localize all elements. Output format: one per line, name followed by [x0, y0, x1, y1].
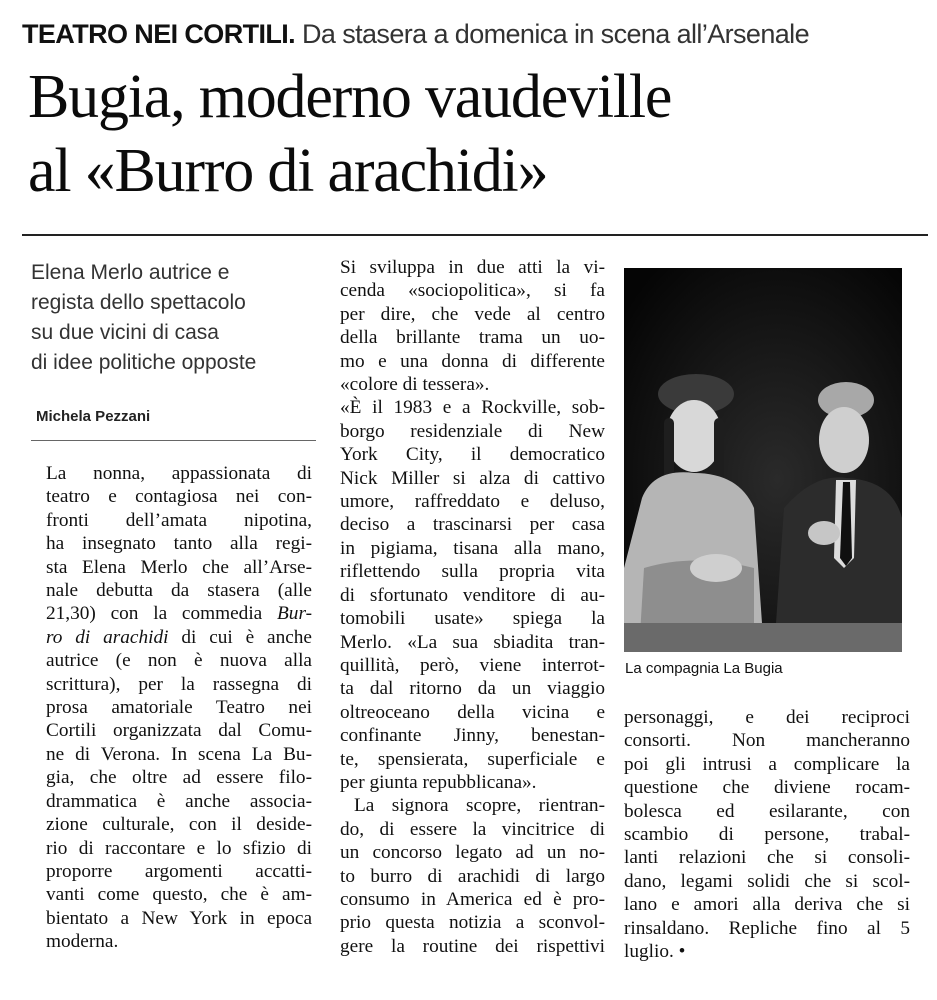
text-line: personaggi, e dei reciproci: [624, 707, 910, 728]
subheadline: [31, 258, 316, 378]
photo-caption: La compagnia La Bugia: [625, 660, 783, 677]
subhead-line: regista dello spettacolo: [31, 291, 246, 314]
kicker-section: TEATRO NEI CORTILI.: [22, 19, 296, 49]
text-line: vanti come questo, che è am-: [46, 884, 312, 906]
text-line: scambio di persone, trabal-: [624, 824, 910, 846]
text-line: per giunta repubblicana».: [340, 771, 537, 793]
text-line: gere la routine dei rispettivi: [340, 935, 605, 957]
text-line: autrice (e non è nuova alla: [46, 650, 312, 672]
text-line: proporre argomenti accatti-: [46, 860, 312, 882]
text-line: Cortili organizzata dal Comu-: [46, 720, 312, 742]
text-line: lano e amori alla deriva che si: [624, 894, 910, 916]
subhead-line: Elena Merlo autrice e: [31, 261, 230, 284]
text-line: oltreoceano della vicina e: [340, 701, 605, 723]
text-line: della brillante trama un uo-: [340, 327, 605, 349]
kicker-text: Da stasera a domenica in scena all’Arsenale: [302, 19, 809, 49]
text-line: un concorso legato ad un no-: [340, 842, 605, 864]
text-line: prosa amatoriale Teatro nei: [46, 697, 312, 719]
text-line: bientato a New York in epoca: [46, 907, 312, 929]
headline: [28, 60, 918, 208]
text-line: sta Elena Merlo che all’Arse-: [46, 556, 312, 578]
text-line: mo e una donna di differente: [340, 350, 605, 372]
text-line: borgo residenziale di New: [340, 420, 605, 442]
text-line: drammatica è anche associa-: [46, 790, 312, 812]
author-byline: Michela Pezzani: [36, 408, 151, 425]
text-line: scrittura), per la rassegna di: [46, 673, 312, 695]
text-line: nale debutta da stasera (alle: [46, 580, 312, 602]
text-line: [46, 602, 312, 625]
text-line: fronti dell’amata nipotina,: [46, 509, 312, 531]
text-line: riflettendo sulla propria vita: [340, 561, 605, 583]
text-line: [46, 626, 312, 649]
text-fragment: di cui è anche: [181, 626, 312, 648]
italic-title: ro di arachidi: [46, 626, 169, 648]
text-line: York City, il democratico: [340, 444, 605, 466]
text-line: gia, che oltre ad essere filo-: [46, 767, 312, 789]
headline-line: Bugia, moderno vaudeville: [28, 63, 672, 131]
headline-line: al «Burro di arachidi»: [28, 137, 548, 205]
text-line: rio di raccontare e lo sfizio di: [46, 837, 312, 859]
text-line: ne di Verona. In scena La Bu-: [46, 743, 312, 765]
text-line: Si sviluppa in due atti la vi-: [340, 257, 605, 278]
text-line: umore, raffreddato e deluso,: [340, 491, 605, 513]
text-fragment: 21,30) con la commedia: [46, 603, 263, 625]
article-column-1: [46, 462, 312, 954]
text-line: prio questa notizia a sconvol-: [340, 912, 605, 934]
text-line: quillità, però, viene interrot-: [340, 654, 605, 676]
text-line: dano, legami solidi che si scol-: [624, 870, 910, 892]
text-line: La nonna, appassionata di: [46, 463, 312, 484]
text-line: lanti relazioni che si consoli-: [624, 847, 910, 869]
text-line: moderna.: [46, 931, 119, 953]
text-line: confinante Jinny, benestan-: [340, 725, 605, 747]
text-line: per dire, che vede al centro: [340, 303, 605, 325]
text-line: ta dal ritorno da un viaggio: [340, 678, 605, 700]
text-line: luglio. •: [624, 941, 686, 963]
text-line: «È il 1983 e a Rockville, sob-: [340, 397, 605, 419]
text-line: rinsaldano. Repliche fino al 5: [624, 917, 910, 939]
text-line: te, spensierata, superficiale e: [340, 748, 605, 770]
top-divider: [22, 234, 928, 236]
text-line: teatro e contagiosa nei con-: [46, 486, 312, 508]
subhead-line: su due vicini di casa: [31, 321, 219, 344]
subhead-line: di idee politiche opposte: [31, 351, 257, 374]
text-line: do, di essere la vincitrice di: [340, 818, 605, 840]
text-line: Merlo. «La sua sbiadita tran-: [340, 631, 605, 653]
kicker: [22, 14, 922, 54]
text-line: questione che diviene rocam-: [624, 777, 910, 799]
text-line: ha insegnato tanto alla regi-: [46, 533, 312, 555]
text-line: in pigiama, tisana alla mano,: [340, 537, 605, 559]
article-column-2: [340, 256, 605, 958]
text-line: La signora scopre, rientran-: [354, 795, 605, 817]
text-line: consumo in America ed è pro-: [340, 888, 605, 910]
actors-illustration: [624, 268, 902, 652]
text-line: zione culturale, con il deside-: [46, 814, 312, 836]
text-line: to burro di arachidi di largo: [340, 865, 605, 887]
text-line: di sfortunato venditore di au-: [340, 584, 605, 606]
italic-title: Bur-: [277, 603, 312, 625]
article-column-3: [624, 706, 910, 963]
text-line: Nick Miller si alza di cattivo: [340, 467, 605, 489]
text-line: bolesca ed esilarante, con: [624, 800, 910, 822]
text-line: «colore di tessera».: [340, 374, 490, 396]
company-photo: [624, 268, 902, 652]
text-line: cenda «sociopolitica», si fa: [340, 280, 605, 302]
text-line: deciso a trascinarsi per casa: [340, 514, 605, 536]
text-line: poi gli intrusi a complicare la: [624, 753, 910, 775]
byline-divider: [31, 440, 316, 441]
text-line: consorti. Non mancheranno: [624, 730, 910, 752]
text-line: tomobili usate» spiega la: [340, 608, 605, 630]
